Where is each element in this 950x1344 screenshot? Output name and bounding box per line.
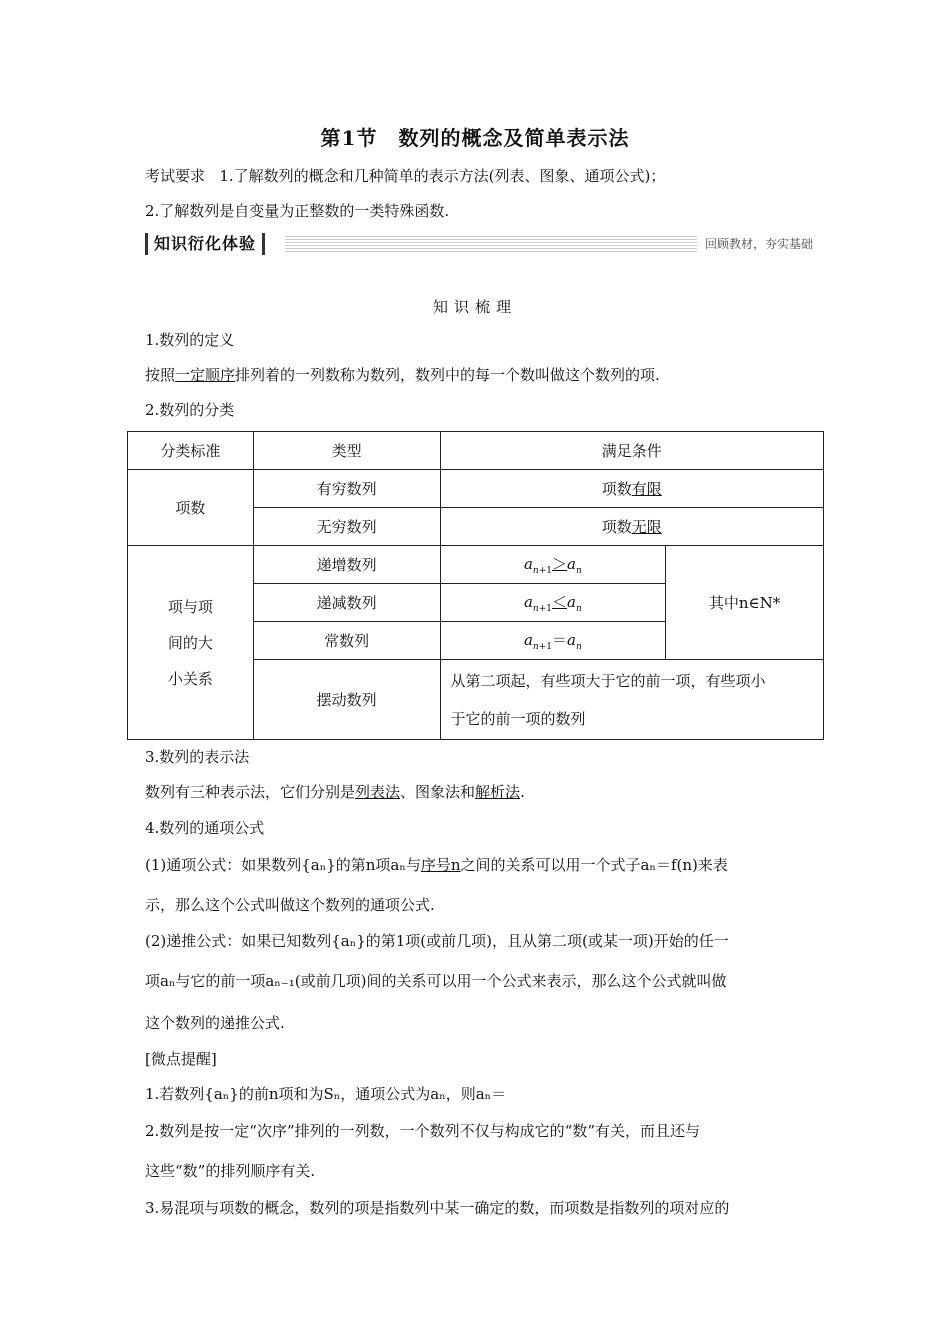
tip-2-line2: 这些“数”的排列顺序有关. [145,1162,316,1180]
s3-mid: 、图象法和 [400,783,476,801]
table-header-row [128,432,824,470]
type-cell: 无穷数列 [253,508,440,546]
type-cell: 递减数列 [253,584,440,622]
exam-req-2: 2.了解数列是自变量为正整数的一类特殊函数. [145,202,450,220]
relation-cell: $a_{n+1}<a_n$ [440,584,666,622]
cond-pre: 项数 [601,518,632,536]
group-line: 小关系 [167,669,213,688]
s2-heading: 2.数列的分类 [145,401,235,419]
group-relation-cell [128,546,254,740]
page-title: 第1节 数列的概念及简单表示法 [320,126,630,150]
condition-cell [440,508,823,546]
tip-3: 3.易混项与项数的概念，数列的项是指数列中某一确定的数，而项数是指数列的项对应的 [145,1199,730,1217]
s4-p2-line3: 这个数列的递推公式. [145,1014,285,1032]
header-cell: 满足条件 [440,432,823,470]
s1-heading: 1.数列的定义 [145,331,235,349]
exam-label: 考试要求 [145,167,206,185]
section-banner [145,233,817,255]
exam-requirements-line1 [145,165,665,186]
cond-term: 无限 [631,518,662,536]
condition-cell [440,470,823,508]
relation-cell: $a_{n+1}=a_n$ [440,622,666,660]
group-count-cell: 项数 [128,470,254,546]
header-cell: 类型 [253,432,440,470]
relation-cell: $a_{n+1}>a_n$ [440,546,666,584]
cond-term: 有限 [631,480,662,498]
s4-p2-line1: (2)递推公式：如果已知数列{aₙ}的第1项(或前几项)，且从第二项(或某一项)开始的任一 [145,932,729,950]
condition-cell [440,660,823,740]
table-row [128,546,824,584]
osc-line: 于它的前一项的数列 [450,709,586,728]
s3-pre: 数列有三种表示法，它们分别是 [145,783,356,801]
s3-method-1: 列表法 [355,783,401,801]
s3-heading: 3.数列的表示法 [145,748,250,766]
s4-p1-underlined: 序号n [420,856,461,874]
osc-line: 从第二项起，有些项大于它的前一项，有些项小 [450,671,766,690]
banner-left-title: 知识衍化体验 [145,233,265,255]
tip-2-line1: 2.数列是按一定“次序”排列的一列数，一个数列不仅与构成它的“数”有关，而且还与 [145,1122,700,1140]
relation-symbol: ＞ [551,555,567,573]
tips-heading: [微点提醒] [145,1050,217,1068]
s1-pre: 按照 [145,366,176,384]
note-cell: 其中n∈N* [666,546,824,660]
tip-1: 1.若数列{aₙ}的前n项和为Sₙ，通项公式为aₙ，则aₙ＝ [145,1085,507,1103]
s3-method-3: 解析法 [475,783,521,801]
s4-p2-line2: 项aₙ与它的前一项aₙ₋₁(或前几项)间的关系可以用一个公式来表示，那么这个公式就叫做 [145,972,727,990]
type-cell: 常数列 [253,622,440,660]
type-cell: 有穷数列 [253,470,440,508]
s4-p1-line1 [145,854,728,875]
cond-pre: 项数 [601,480,632,498]
group-line: 项与项 [167,597,213,616]
s3-body [145,781,525,802]
group-line: 间的大 [167,633,213,652]
s1-post: 排列着的一列数称为数列，数列中的每一个数叫做这个数列的项. [235,366,660,384]
s3-end: . [520,783,525,801]
table-row [128,470,824,508]
classification-table [127,431,824,740]
s1-definition [145,364,660,385]
s1-term: 一定顺序 [175,366,236,384]
s4-p1-line2: 示，那么这个公式叫做这个数列的通项公式. [145,896,435,914]
s4-heading: 4.数列的通项公式 [145,819,265,837]
s4-p1-a: (1)通项公式：如果数列{aₙ}的第n项aₙ与 [145,856,421,874]
relation-symbol: ＜ [551,593,567,611]
relation-symbol: ＝ [551,631,567,649]
s4-p1-b: 之间的关系可以用一个式子aₙ＝f(n)来表 [460,856,728,874]
type-cell: 摆动数列 [253,660,440,740]
exam-req-1: 1.了解数列的概念和几种简单的表示方法(列表、图象、通项公式)； [219,167,666,185]
banner-right-caption: 回顾教材，夯实基础 [697,233,817,255]
section-heading: 知识梳理 [432,298,517,316]
header-cell: 分类标准 [128,432,254,470]
type-cell: 递增数列 [253,546,440,584]
